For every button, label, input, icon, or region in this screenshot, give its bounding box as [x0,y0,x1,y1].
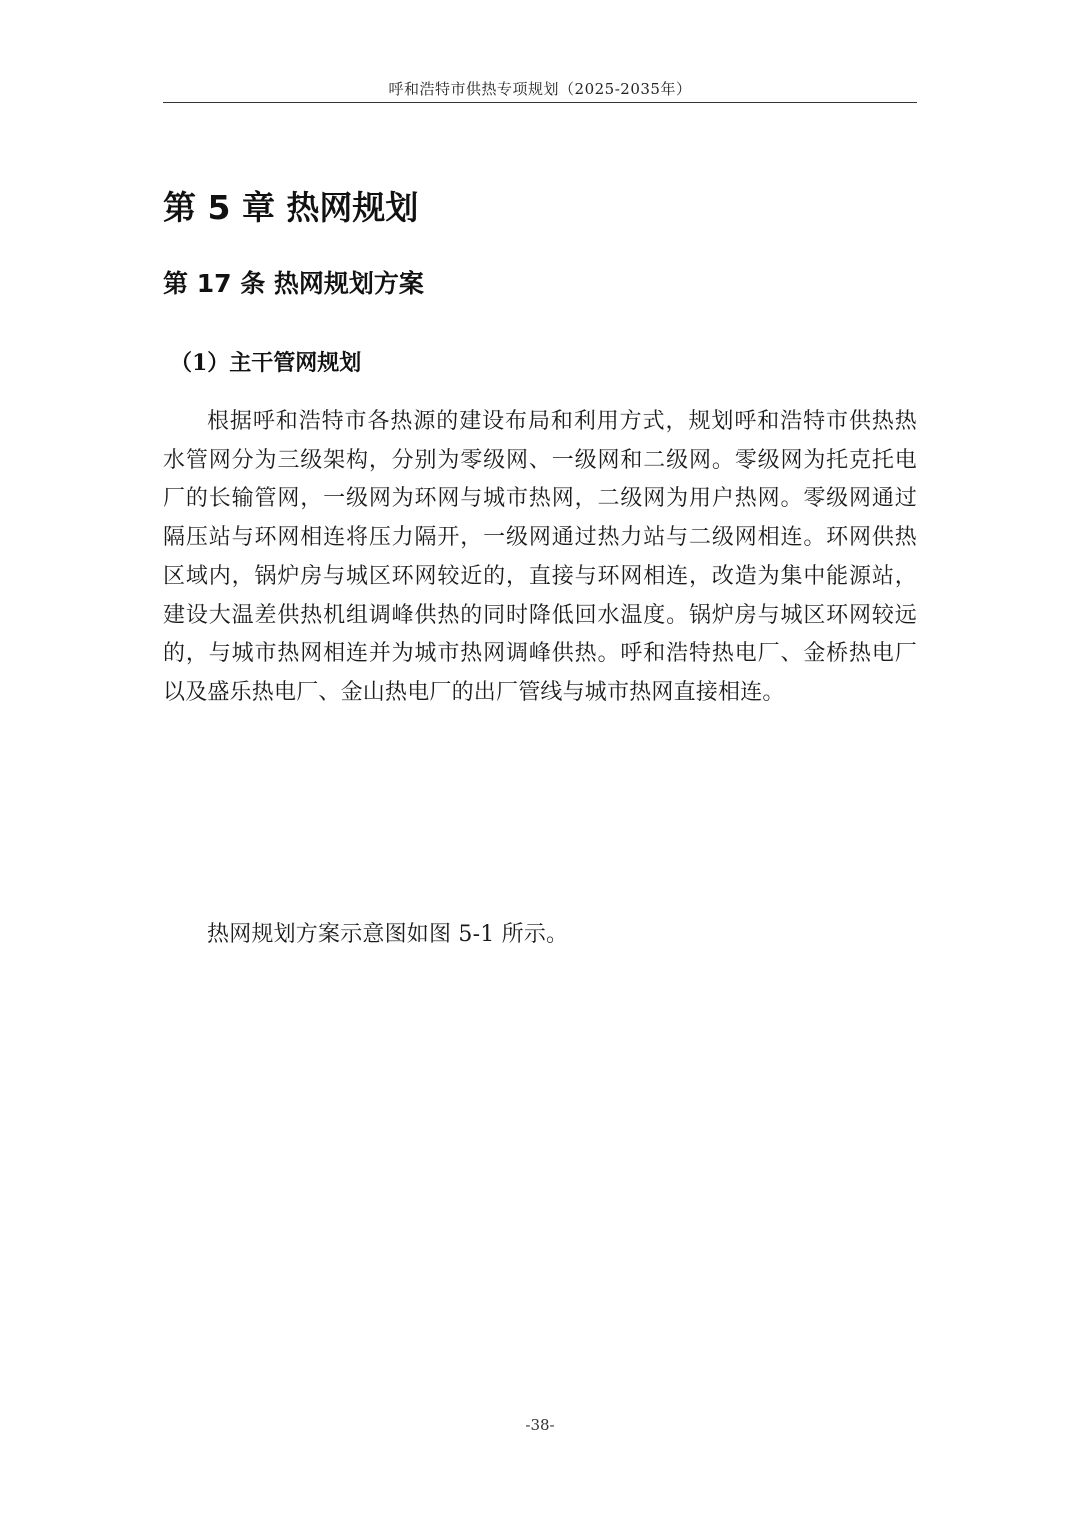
body-paragraph: 根据呼和浩特市各热源的建设布局和利用方式，规划呼和浩特市供热热水管网分为三级架构，分别为零级网、一级网和二级网。零级网为托克托电厂的长输管网，一级网为环网与城市热网，二级网为用户热网。零级网通过隔压站与环网相连将压力隔开，一级网通过热力站与二级网相连。环网供热区域内，锅炉房与城区环网较近的，直接与环网相连，改造为集中能源站，建设大温差供热机组调峰供热的同时降低回水温度。锅炉房与城区环网较远的，与城市热网相连并为城市热网调峰供热。呼和浩特热电厂、金桥热电厂以及盛乐热电厂、金山热电厂的出厂管线与城市热网直接相连。 [163,409,917,705]
section-title: （1）主干管网规划 [170,350,362,376]
running-header: 呼和浩特市供热专项规划（2025-2035年） [388,80,692,98]
article-title: 第 17 条 热网规划方案 [163,269,424,298]
page-number: -38- [525,1416,555,1434]
chapter-title: 第 5 章 热网规划 [163,188,419,227]
body-paragraph: 热网规划方案示意图如图 5-1 所示。 [207,922,569,947]
header-divider [163,102,917,103]
